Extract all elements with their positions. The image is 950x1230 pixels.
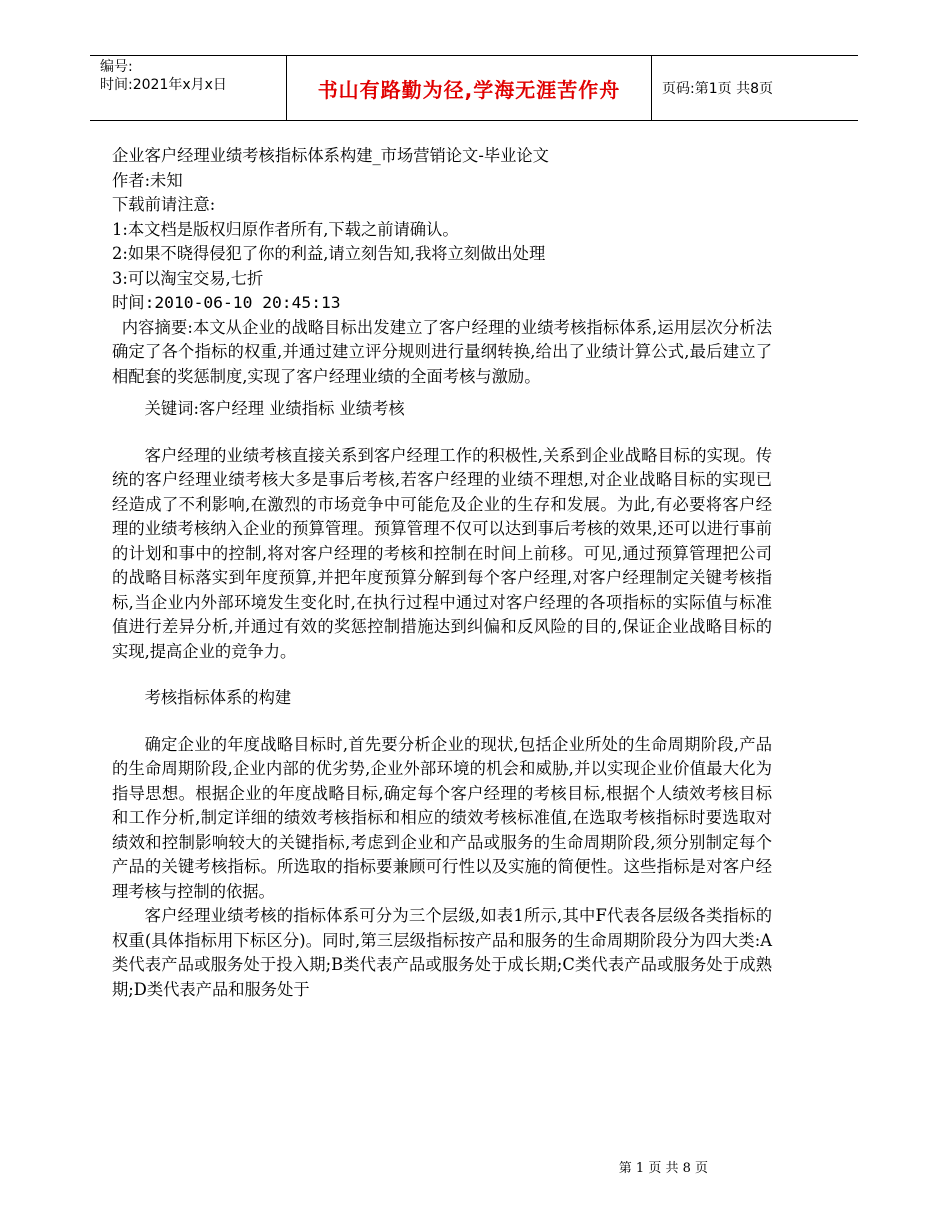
notice-item-3: 3:可以淘宝交易,七折 bbox=[112, 268, 264, 288]
author-line: 作者:未知 bbox=[112, 170, 183, 190]
body-paragraph-1: 客户经理的业绩考核直接关系到客户经理工作的积极性,关系到企业战略目标的实现。传统的客户经理业绩考核大多是事后考核,若客户经理的业绩不理想,对企业战略目标的实现已经造成了不利影响,在激烈的市场竞争中可能危及企业的生存和发展。为此,有必要将客户经理的业绩考核纳入企业的预算管理。预算管理不仅可以达到事后考核的效果,还可以进行事前的计划和事中的控制,将对客户经理的考核和控制在时间上前移。可见,通过预算管理把公司的战略目标落实到年度预算,并把年度预算分解到每个客户经理,对客户经理制定关键考核指标,当企业内外部环境发生变化时,在执行过程中通过对客户经理的各项指标的实际值与标准值进行差异分析,并通过有效的奖惩控制措施达到纠偏和反风险的目的,保证企业战略目标的实现,提高企业的竞争力。 bbox=[112, 445, 772, 661]
body-paragraph-3: 客户经理业绩考核的指标体系可分为三个层级,如表1所示,其中F代表各层级各类指标的权重(具体指标用下标区分)。同时,第三层级指标按产品和服务的生命周期阶段分为四大类:A类代表产品或服务处于投入期;B类代表产品或服务处于成长期;C类代表产品或服务处于成熟期;D类代表产品和服务处于 bbox=[112, 906, 772, 999]
notice-item-2: 2:如果不晓得侵犯了你的利益,请立刻告知,我将立刻做出处理 bbox=[112, 244, 546, 263]
motto: 书山有路勤为径,学海无涯苦作舟 bbox=[286, 56, 652, 120]
header-table bbox=[90, 55, 858, 121]
document-body bbox=[112, 144, 772, 1002]
timestamp-line: 时间:2010-06-10 20:45:13 bbox=[112, 293, 341, 312]
page-info: 页码:第1页 共8页 bbox=[662, 81, 773, 97]
notice-item-1: 1:本文档是版权归原作者所有,下载之前请确认。 bbox=[112, 219, 459, 239]
number-label: 编号: bbox=[100, 59, 133, 75]
section-heading: 考核指标体系的构建 bbox=[144, 688, 292, 707]
abstract-paragraph: 内容摘要:本文从企业的战略目标出发建立了客户经理的业绩考核指标体系,运用层次分析法确定了各个指标的权重,并通过建立评分规则进行量纲转换,给出了业绩计算公式,最后建立了相配套的奖惩制度,实现了客户经理业绩的全面考核与激励。 bbox=[112, 317, 772, 386]
page-footer: 第 1 页 共 8 页 bbox=[618, 1161, 708, 1176]
header-left-cell bbox=[90, 56, 286, 120]
time-label: 时间:2021年x月x日 bbox=[100, 77, 227, 93]
document-title: 企业客户经理业绩考核指标体系构建_市场营销论文-毕业论文 bbox=[112, 146, 549, 165]
body-paragraph-2: 确定企业的年度战略目标时,首先要分析企业的现状,包括企业所处的生命周期阶段,产品的生命周期阶段,企业内部的优劣势,企业外部环境的机会和威胁,并以实现企业价值最大化为指导思想。根据企业的年度战略目标,确定每个客户经理的考核目标,根据个人绩效考核目标和工作分析,制定详细的绩效考核指标和相应的绩效考核标准值,在选取考核指标时要选取对绩效和控制影响较大的关键指标,考虑到企业和产品或服务的生命周期阶段,须分别制定每个产品的关键考核指标。所选取的指标要兼顾可行性以及实施的简便性。这些指标是对客户经理考核与控制的依据。 bbox=[112, 734, 772, 901]
keywords-line: 关键词:客户经理 业绩指标 业绩考核 bbox=[144, 399, 405, 418]
notice-heading: 下载前请注意: bbox=[112, 195, 216, 214]
